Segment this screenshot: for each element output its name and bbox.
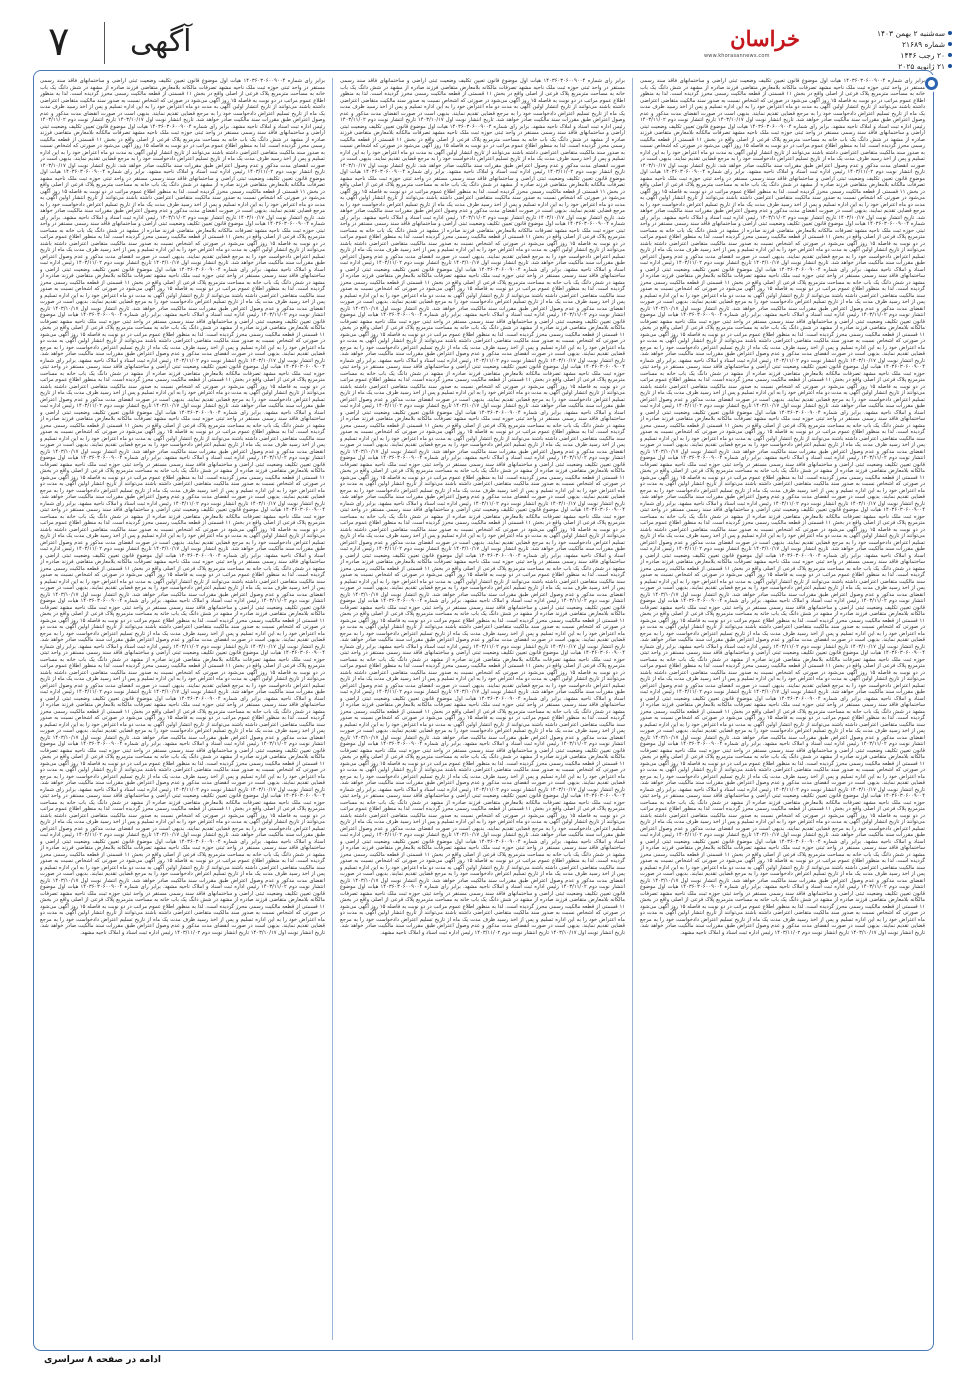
divider bbox=[104, 22, 105, 64]
newspaper-logo[interactable] bbox=[704, 26, 800, 60]
ads-column-left bbox=[40, 78, 325, 1184]
ads-columns bbox=[40, 78, 925, 1340]
section-header bbox=[30, 14, 208, 70]
masthead bbox=[0, 0, 966, 78]
ads-column-middle bbox=[340, 78, 625, 1340]
date-block bbox=[812, 28, 952, 72]
date-line: شماره ۲۱۶۸۹ bbox=[812, 39, 952, 50]
notice-text: برابر رای شماره ۱۴۰۳۶۰۳۰۶۰۰۹۰۰۴ هیات اول موضوع قانون تعیین تکلیف وضعیت ثبتی اراضی و ساختمانهای فاقد سند رسمی مستقر در واحد ثبتی حوزه ثبت ملک ناحیه مشهد تصرفات مالکانه بلامعارض متقاضی فرزند صادره از مشهد در شش دانگ یک باب خانه به مساحت مترمربع پلاک فرعی از اصلی واقع در بخش ۱۱ قسمتی از قطعه مالکیت رسمی محرز گردیده است. لذا به منظور اطلاع عموم مراتب در دو نوبت به فاصله ۱۵ روز آگهی می‌شود در صورتی که اشخاص نسبت به صدور سند مالکیت متقاضی اعتراضی داشته باشند می‌توانند از تاریخ انتشار اولین آگهی به مدت دو ماه اعتراض خود را به این اداره تسلیم و پس از اخذ رسید ظرف مدت یک ماه از تاریخ تسلیم اعتراض دادخواست خود را به مرجع قضایی تقدیم نمایند. بدیهی است در صورت انقضای مدت مذکور و عدم وصول اعتراض طبق مقررات سند مالکیت صادر خواهد شد. تاریخ انتشار نوبت اول ۱۴۰۳/۱۰/۱۷ تاریخ انتشار نوبت دوم ۱۴۰۳/۱۱/۰۲ رئیس اداره ثبت اسناد و املاک ناحیه مشهد. برابر رای شماره ۱۴۰۳۶۰۳۰۶۰۰۹۰۰۴ هیات اول موضوع قانون تعیین تکلیف وضعیت ثبتی اراضی و ساختمانهای فاقد سند رسمی مستقر در واحد ثبتی حوزه ثبت ملک ناحیه مشهد تصرفات مالکانه بلامعارض متقاضی فرزند صادره از مشهد در شش دانگ یک باب خانه به مساحت مترمربع پلاک فرعی از اصلی واقع در بخش ۱۱ قسمتی از قطعه مالکیت رسمی محرز گردیده است. لذا به منظور اطلاع عموم مراتب در دو نوبت به فاصله ۱۵ روز آگهی می‌شود در صورتی که اشخاص نسبت به صدور سند مالکیت متقاضی اعتراضی داشته باشند می‌توانند از تاریخ انتشار اولین آگهی به مدت دو ماه اعتراض خود را به این اداره تسلیم و پس از اخذ رسید ظرف مدت یک ماه از تاریخ تسلیم اعتراض دادخواست خود را به مرجع قضایی تقدیم نمایند. بدیهی است در صورت انقضای مدت مذکور و عدم وصول اعتراض طبق مقررات سند مالکیت صادر خواهد شد. تاریخ انتشار نوبت اول ۱۴۰۳/۱۰/۱۷ تاریخ انتشار نوبت دوم ۱۴۰۳/۱۱/۰۲ رئیس اداره ثبت اسناد و املاک ناحیه مشهد. برابر رای شماره ۱۴۰۳۶۰۳۰۶۰۰۹۰۰۴ هیات اول موضوع قانون تعیین تکلیف وضعیت ثبتی اراضی و ساختمانهای فاقد سند رسمی مستقر در واحد ثبتی حوزه ثبت ملک ناحیه مشهد تصرفات مالکانه بلامعارض متقاضی فرزند صادره از مشهد در شش دانگ یک باب خانه به مساحت مترمربع پلاک فرعی از اصلی واقع در بخش ۱۱ قسمتی از قطعه مالکیت رسمی محرز گردیده است. لذا به منظور اطلاع عموم مراتب در دو نوبت به فاصله ۱۵ روز آگهی می‌شود در صورتی که اشخاص نسبت به صدور سند مالکیت متقاضی اعتراضی داشته باشند می‌توانند از تاریخ انتشار اولین آگهی به مدت دو ماه اعتراض خود را به این اداره تسلیم و پس از اخذ رسید ظرف مدت یک ماه از تاریخ تسلیم اعتراض دادخواست خود را به مرجع قضایی تقدیم نمایند. بدیهی است در صورت انقضای مدت مذکور و عدم وصول اعتراض طبق مقررات سند مالکیت صادر خواهد شد. تاریخ انتشار نوبت اول ۱۴۰۳/۱۰/۱۷ تاریخ انتشار نوبت دوم ۱۴۰۳/۱۱/۰۲ رئیس اداره ثبت اسناد و املاک ناحیه مشهد. برابر رای شماره ۱۴۰۳۶۰۳۰۶۰۰۹۰۰۴ هیات اول موضوع قانون تعیین تکلیف وضعیت ثبتی اراضی و ساختمانهای فاقد سند رسمی مستقر در واحد ثبتی حوزه ثبت ملک ناحیه مشهد تصرفات مالکانه بلامعارض متقاضی فرزند صادره از مشهد در شش دانگ یک باب خانه به مساحت مترمربع پلاک فرعی از اصلی واقع در بخش ۱۱ قسمتی از قطعه مالکیت رسمی محرز گردیده است. لذا به منظور اطلاع عموم مراتب در دو نوبت به فاصله ۱۵ روز آگهی می‌شود در صورتی که اشخاص نسبت به صدور سند مالکیت متقاضی اعتراضی داشته باشند می‌توانند از تاریخ انتشار اولین آگهی به مدت دو ماه اعتراض خود را به این اداره تسلیم و پس از اخذ رسید ظرف مدت یک ماه از تاریخ تسلیم اعتراض دادخواست خود را به مرجع قضایی تقدیم نمایند. بدیهی است در صورت انقضای مدت مذکور و عدم وصول اعتراض طبق مقررات سند مالکیت صادر خواهد شد. تاریخ انتشار نوبت اول ۱۴۰۳/۱۰/۱۷ تاریخ انتشار نوبت دوم ۱۴۰۳/۱۱/۰۲ رئیس اداره ثبت اسناد و املاک ناحیه مشهد. برابر رای شماره ۱۴۰۳۶۰۳۰۶۰۰۹۰۰۴ هیات اول موضوع قانون تعیین تکلیف وضعیت ثبتی اراضی و ساختمانهای فاقد سند رسمی مستقر در واحد ثبتی حوزه ثبت ملک ناحیه مشهد تصرفات مالکانه بلامعارض متقاضی فرزند صادره از مشهد در شش دانگ یک باب خانه به مساحت مترمربع پلاک فرعی از اصلی واقع در بخش ۱۱ قسمتی از قطعه مالکیت رسمی محرز گردیده است. لذا به منظور اطلاع عموم مراتب در دو نوبت به فاصله ۱۵ روز آگهی می‌شود در صورتی که اشخاص نسبت به صدور سند مالکیت متقاضی اعتراضی داشته باشند می‌توانند از تاریخ انتشار اولین آگهی به مدت دو ماه اعتراض خود را به این اداره تسلیم و پس از اخذ رسید ظرف مدت یک ماه از تاریخ تسلیم اعتراض دادخواست خود را به مرجع قضایی تقدیم نمایند. بدیهی است در صورت انقضای مدت مذکور و عدم وصول اعتراض طبق مقررات سند مالکیت صادر خواهد شد. تاریخ انتشار نوبت اول ۱۴۰۳/۱۰/۱۷ تاریخ انتشار نوبت دوم ۱۴۰۳/۱۱/۰۲ رئیس اداره ثبت اسناد و املاک ناحیه مشهد. برابر رای شماره ۱۴۰۳۶۰۳۰۶۰۰۹۰۰۴ هیات اول موضوع قانون تعیین تکلیف وضعیت ثبتی اراضی و ساختمانهای فاقد سند رسمی مستقر در واحد ثبتی حوزه ثبت ملک ناحیه مشهد تصرفات مالکانه بلامعارض متقاضی فرزند صادره از مشهد در شش دانگ یک باب خانه به مساحت مترمربع پلاک فرعی از اصلی واقع در بخش ۱۱ قسمتی از قطعه مالکیت رسمی محرز گردیده است. لذا به منظور اطلاع عموم مراتب در دو نوبت به فاصله ۱۵ روز آگهی می‌شود در صورتی که اشخاص نسبت به صدور سند مالکیت متقاضی اعتراضی داشته باشند می‌توانند از تاریخ انتشار اولین آگهی به مدت دو ماه اعتراض خود را به این اداره تسلیم و پس از اخذ رسید ظرف مدت یک ماه از تاریخ تسلیم اعتراض دادخواست خود را به مرجع قضایی تقدیم نمایند. بدیهی است در صورت انقضای مدت مذکور و عدم وصول اعتراض طبق مقررات سند مالکیت صادر خواهد شد. تاریخ انتشار نوبت اول ۱۴۰۳/۱۰/۱۷ تاریخ انتشار نوبت دوم ۱۴۰۳/۱۱/۰۲ رئیس اداره ثبت اسناد و املاک ناحیه مشهد. برابر رای شماره ۱۴۰۳۶۰۳۰۶۰۰۹۰۰۴ هیات اول موضوع قانون تعیین تکلیف وضعیت ثبتی اراضی و ساختمانهای فاقد سند رسمی مستقر در واحد ثبتی حوزه ثبت ملک ناحیه مشهد تصرفات مالکانه بلامعارض متقاضی فرزند صادره از مشهد در شش دانگ یک باب خانه به مساحت مترمربع پلاک فرعی از اصلی واقع در بخش ۱۱ قسمتی از قطعه مالکیت رسمی محرز گردیده است. لذا به منظور اطلاع عموم مراتب در دو نوبت به فاصله ۱۵ روز آگهی می‌شود در صورتی که اشخاص نسبت به صدور سند مالکیت متقاضی اعتراضی داشته باشند می‌توانند از تاریخ انتشار اولین آگهی به مدت دو ماه اعتراض خود را به این اداره تسلیم و پس از اخذ رسید ظرف مدت یک ماه از تاریخ تسلیم اعتراض دادخواست خود را به مرجع قضایی تقدیم نمایند. بدیهی است در صورت انقضای مدت مذکور و عدم وصول اعتراض طبق مقررات سند مالکیت صادر خواهد شد. تاریخ انتشار نوبت اول ۱۴۰۳/۱۰/۱۷ تاریخ انتشار نوبت دوم ۱۴۰۳/۱۱/۰۲ رئیس اداره ثبت اسناد و املاک ناحیه مشهد. برابر رای شماره ۱۴۰۳۶۰۳۰۶۰۰۹۰۰۴ هیات اول موضوع قانون تعیین تکلیف وضعیت ثبتی اراضی و ساختمانهای فاقد سند رسمی مستقر در واحد ثبتی حوزه ثبت ملک ناحیه مشهد تصرفات مالکانه بلامعارض متقاضی فرزند صادره از مشهد در شش دانگ یک باب خانه به مساحت مترمربع پلاک فرعی از اصلی واقع در بخش ۱۱ قسمتی از قطعه مالکیت رسمی محرز گردیده است. لذا به منظور اطلاع عموم مراتب در دو نوبت به فاصله ۱۵ روز آگهی می‌شود در صورتی که اشخاص نسبت به صدور سند مالکیت متقاضی اعتراضی داشته باشند می‌توانند از تاریخ انتشار اولین آگهی به مدت دو ماه اعتراض خود را به این اداره تسلیم و پس از اخذ رسید ظرف مدت یک ماه از تاریخ تسلیم اعتراض دادخواست خود را به مرجع قضایی تقدیم نمایند. بدیهی است در صورت انقضای مدت مذکور و عدم وصول اعتراض طبق مقررات سند مالکیت صادر خواهد شد. تاریخ انتشار نوبت اول ۱۴۰۳/۱۰/۱۷ تاریخ انتشار نوبت دوم ۱۴۰۳/۱۱/۰۲ رئیس اداره ثبت اسناد و املاک ناحیه مشهد. برابر رای شماره ۱۴۰۳۶۰۳۰۶۰۰۹۰۰۴ هیات اول موضوع قانون تعیین تکلیف وضعیت ثبتی اراضی و ساختمانهای فاقد سند رسمی مستقر در واحد ثبتی حوزه ثبت ملک ناحیه مشهد تصرفات مالکانه بلامعارض متقاضی فرزند صادره از مشهد در شش دانگ یک باب خانه به مساحت مترمربع پلاک فرعی از اصلی واقع در بخش ۱۱ قسمتی از قطعه مالکیت رسمی محرز گردیده است. لذا به منظور اطلاع عموم مراتب در دو نوبت به فاصله ۱۵ روز آگهی می‌شود در صورتی که اشخاص نسبت به صدور سند مالکیت متقاضی اعتراضی داشته باشند می‌توانند از تاریخ انتشار اولین آگهی به مدت دو ماه اعتراض خود را به این اداره تسلیم و پس از اخذ رسید ظرف مدت یک ماه از تاریخ تسلیم اعتراض دادخواست خود را به مرجع قضایی تقدیم نمایند. بدیهی است در صورت انقضای مدت مذکور و عدم وصول اعتراض طبق مقررات سند مالکیت صادر خواهد شد. تاریخ انتشار نوبت اول ۱۴۰۳/۱۰/۱۷ تاریخ انتشار نوبت دوم ۱۴۰۳/۱۱/۰۲ رئیس اداره ثبت اسناد و املاک ناحیه مشهد. برابر رای شماره ۱۴۰۳۶۰۳۰۶۰۰۹۰۰۴ هیات اول موضوع قانون تعیین تکلیف وضعیت ثبتی اراضی و ساختمانهای فاقد سند رسمی مستقر در واحد ثبتی حوزه ثبت ملک ناحیه مشهد تصرفات مالکانه بلامعارض متقاضی فرزند صادره از مشهد در شش دانگ یک باب خانه به مساحت مترمربع پلاک فرعی از اصلی واقع در بخش ۱۱ قسمتی از قطعه مالکیت رسمی محرز گردیده است. لذا به منظور اطلاع عموم مراتب در دو نوبت به فاصله ۱۵ روز آگهی می‌شود در صورتی که اشخاص نسبت به صدور سند مالکیت متقاضی اعتراضی داشته باشند می‌توانند از تاریخ انتشار اولین آگهی به مدت دو ماه اعتراض خود را به این اداره تسلیم و پس از اخذ رسید ظرف مدت یک ماه از تاریخ تسلیم اعتراض دادخواست خود را به مرجع قضایی تقدیم نمایند. بدیهی است در صورت انقضای مدت مذکور و عدم وصول اعتراض طبق مقررات سند مالکیت صادر خواهد شد. تاریخ انتشار نوبت اول ۱۴۰۳/۱۰/۱۷ تاریخ انتشار نوبت دوم ۱۴۰۳/۱۱/۰۲ رئیس اداره ثبت اسناد و املاک ناحیه مشهد. برابر رای شماره ۱۴۰۳۶۰۳۰۶۰۰۹۰۰۴ هیات اول موضوع قانون تعیین تکلیف وضعیت ثبتی اراضی و ساختمانهای فاقد سند رسمی مستقر در واحد ثبتی حوزه ثبت ملک ناحیه مشهد تصرفات مالکانه بلامعارض متقاضی فرزند صادره از مشهد در شش دانگ یک باب خانه به مساحت مترمربع پلاک فرعی از اصلی واقع در بخش ۱۱ قسمتی از قطعه مالکیت رسمی محرز گردیده است. لذا به منظور اطلاع عموم مراتب در دو نوبت به فاصله ۱۵ روز آگهی می‌شود در صورتی که اشخاص نسبت به صدور سند مالکیت متقاضی اعتراضی داشته باشند می‌توانند از تاریخ انتشار اولین آگهی به مدت دو ماه اعتراض خود را به این اداره تسلیم و پس از اخذ رسید ظرف مدت یک ماه از تاریخ تسلیم اعتراض دادخواست خود را به مرجع قضایی تقدیم نمایند. بدیهی است در صورت انقضای مدت مذکور و عدم وصول اعتراض طبق مقررات سند مالکیت صادر خواهد شد. تاریخ انتشار نوبت اول ۱۴۰۳/۱۰/۱۷ تاریخ انتشار نوبت دوم ۱۴۰۳/۱۱/۰۲ رئیس اداره ثبت اسناد و املاک ناحیه مشهد. برابر رای شماره ۱۴۰۳۶۰۳۰۶۰۰۹۰۰۴ هیات اول موضوع قانون تعیین تکلیف وضعیت ثبتی اراضی و ساختمانهای فاقد سند رسمی مستقر در واحد ثبتی حوزه ثبت ملک ناحیه مشهد تصرفات مالکانه بلامعارض متقاضی فرزند صادره از مشهد در شش دانگ یک باب خانه به مساحت مترمربع پلاک فرعی از اصلی واقع در بخش ۱۱ قسمتی از قطعه مالکیت رسمی محرز گردیده است. لذا به منظور اطلاع عموم مراتب در دو نوبت به فاصله ۱۵ روز آگهی می‌شود در صورتی که اشخاص نسبت به صدور سند مالکیت متقاضی اعتراضی داشته باشند می‌توانند از تاریخ انتشار اولین آگهی به مدت دو ماه اعتراض خود را به این اداره تسلیم و پس از اخذ رسید ظرف مدت یک ماه از تاریخ تسلیم اعتراض دادخواست خود را به مرجع قضایی تقدیم نمایند. بدیهی است در صورت انقضای مدت مذکور و عدم وصول اعتراض طبق مقررات سند مالکیت صادر خواهد شد. تاریخ انتشار نوبت اول ۱۴۰۳/۱۰/۱۷ تاریخ انتشار نوبت دوم ۱۴۰۳/۱۱/۰۲ رئیس اداره ثبت اسناد و املاک ناحیه مشهد. برابر رای شماره ۱۴۰۳۶۰۳۰۶۰۰۹۰۰۴ هیات اول موضوع قانون تعیین تکلیف وضعیت ثبتی اراضی و ساختمانهای فاقد سند رسمی مستقر در واحد ثبتی حوزه ثبت ملک ناحیه مشهد تصرفات مالکانه بلامعارض متقاضی فرزند صادره از مشهد در شش دانگ یک باب خانه به مساحت مترمربع پلاک فرعی از اصلی واقع در بخش ۱۱ قسمتی از قطعه مالکیت رسمی محرز گردیده است. لذا به منظور اطلاع عموم مراتب در دو نوبت به فاصله ۱۵ روز آگهی می‌شود در صورتی که اشخاص نسبت به صدور سند مالکیت متقاضی اعتراضی داشته باشند می‌توانند از تاریخ انتشار اولین آگهی به مدت دو ماه اعتراض خود را به این اداره تسلیم و پس از اخذ رسید ظرف مدت یک ماه از تاریخ تسلیم اعتراض دادخواست خود را به مرجع قضایی تقدیم نمایند. بدیهی است در صورت انقضای مدت مذکور و عدم وصول اعتراض طبق مقررات سند مالکیت صادر خواهد شد. تاریخ انتشار نوبت اول ۱۴۰۳/۱۰/۱۷ تاریخ انتشار نوبت دوم ۱۴۰۳/۱۱/۰۲ رئیس اداره ثبت اسناد و املاک ناحیه مشهد. برابر رای شماره ۱۴۰۳۶۰۳۰۶۰۰۹۰۰۴ هیات اول موضوع قانون تعیین تکلیف وضعیت ثبتی اراضی و ساختمانهای فاقد سند رسمی مستقر در واحد ثبتی حوزه ثبت ملک ناحیه مشهد تصرفات مالکانه بلامعارض متقاضی فرزند صادره از مشهد در شش دانگ یک باب خانه به مساحت مترمربع پلاک فرعی از اصلی واقع در بخش ۱۱ قسمتی از قطعه مالکیت رسمی محرز گردیده است. لذا به منظور اطلاع عموم مراتب در دو نوبت به فاصله ۱۵ روز آگهی می‌شود در صورتی که اشخاص نسبت به صدور سند مالکیت متقاضی اعتراضی داشته باشند می‌توانند از تاریخ انتشار اولین آگهی به مدت دو ماه اعتراض خود را به این اداره تسلیم و پس از اخذ رسید ظرف مدت یک ماه از تاریخ تسلیم اعتراض دادخواست خود را به مرجع قضایی تقدیم نمایند. بدیهی است در صورت انقضای مدت مذکور و عدم وصول اعتراض طبق مقررات سند مالکیت صادر خواهد شد. تاریخ انتشار نوبت اول ۱۴۰۳/۱۰/۱۷ تاریخ انتشار نوبت دوم ۱۴۰۳/۱۱/۰۲ رئیس اداره ثبت اسناد و املاک ناحیه مشهد. برابر رای شماره ۱۴۰۳۶۰۳۰۶۰۰۹۰۰۴ هیات اول موضوع قانون تعیین تکلیف وضعیت ثبتی اراضی و ساختمانهای فاقد سند رسمی مستقر در واحد ثبتی حوزه ثبت ملک ناحیه مشهد تصرفات مالکانه بلامعارض متقاضی فرزند صادره از مشهد در شش دانگ یک باب خانه به مساحت مترمربع پلاک فرعی از اصلی واقع در بخش ۱۱ قسمتی از قطعه مالکیت رسمی محرز گردیده است. لذا به منظور اطلاع عموم مراتب در دو نوبت به فاصله ۱۵ روز آگهی می‌شود در صورتی که اشخاص نسبت به صدور سند مالکیت متقاضی اعتراضی داشته باشند می‌توانند از تاریخ انتشار اولین آگهی به مدت دو ماه اعتراض خود را به این اداره تسلیم و پس از اخذ رسید ظرف مدت یک ماه از تاریخ تسلیم اعتراض دادخواست خود را به مرجع قضایی تقدیم نمایند. بدیهی است در صورت انقضای مدت مذکور و عدم وصول اعتراض طبق مقررات سند مالکیت صادر خواهد شد. تاریخ انتشار نوبت اول ۱۴۰۳/۱۰/۱۷ تاریخ انتشار نوبت دوم ۱۴۰۳/۱۱/۰۲ رئیس اداره ثبت اسناد و املاک ناحیه مشهد. برابر رای شماره ۱۴۰۳۶۰۳۰۶۰۰۹۰۰۴ هیات اول موضوع قانون تعیین تکلیف وضعیت ثبتی اراضی و ساختمانهای فاقد سند رسمی مستقر در واحد ثبتی حوزه ثبت ملک ناحیه مشهد تصرفات مالکانه بلامعارض متقاضی فرزند صادره از مشهد در شش دانگ یک باب خانه به مساحت مترمربع پلاک فرعی از اصلی واقع در بخش ۱۱ قسمتی از قطعه مالکیت رسمی محرز گردیده است. لذا به منظور اطلاع عموم مراتب در دو نوبت به فاصله ۱۵ روز آگهی می‌شود در صورتی که اشخاص نسبت به صدور سند مالکیت متقاضی اعتراضی داشته باشند می‌توانند از تاریخ انتشار اولین آگهی به مدت دو ماه اعتراض خود را به این اداره تسلیم و پس از اخذ رسید ظرف مدت یک ماه از تاریخ تسلیم اعتراض دادخواست خود را به مرجع قضایی تقدیم نمایند. بدیهی است در صورت انقضای مدت مذکور و عدم وصول اعتراض طبق مقررات سند مالکیت صادر خواهد شد. تاریخ انتشار نوبت اول ۱۴۰۳/۱۰/۱۷ تاریخ انتشار نوبت دوم ۱۴۰۳/۱۱/۰۲ رئیس اداره ثبت اسناد و املاک ناحیه مشهد. برابر رای شماره ۱۴۰۳۶۰۳۰۶۰۰۹۰۰۴ هیات اول موضوع قانون تعیین تکلیف وضعیت ثبتی اراضی و ساختمانهای فاقد سند رسمی مستقر در واحد ثبتی حوزه ثبت ملک ناحیه مشهد تصرفات مالکانه بلامعارض متقاضی فرزند صادره از مشهد در شش دانگ یک باب خانه به مساحت مترمربع پلاک فرعی از اصلی واقع در بخش ۱۱ قسمتی از قطعه مالکیت رسمی محرز گردیده است. لذا به منظور اطلاع عموم مراتب در دو نوبت به فاصله ۱۵ روز آگهی می‌شود در صورتی که اشخاص نسبت به صدور سند مالکیت متقاضی اعتراضی داشته باشند می‌توانند از تاریخ انتشار اولین آگهی به مدت دو ماه اعتراض خود را به این اداره تسلیم و پس از اخذ رسید ظرف مدت یک ماه از تاریخ تسلیم اعتراض دادخواست خود را به مرجع قضایی تقدیم نمایند. بدیهی است در صورت انقضای مدت مذکور و عدم وصول اعتراض طبق مقررات سند مالکیت صادر خواهد شد. تاریخ انتشار نوبت اول ۱۴۰۳/۱۰/۱۷ تاریخ انتشار نوبت دوم ۱۴۰۳/۱۱/۰۲ رئیس اداره ثبت اسناد و املاک ناحیه مشهد. برابر رای شماره ۱۴۰۳۶۰۳۰۶۰۰۹۰۰۴ هیات اول موضوع قانون تعیین تکلیف وضعیت ثبتی اراضی و ساختمانهای فاقد سند رسمی مستقر در واحد ثبتی حوزه ثبت ملک ناحیه مشهد تصرفات مالکانه بلامعارض متقاضی فرزند صادره از مشهد در شش دانگ یک باب خانه به مساحت مترمربع پلاک فرعی از اصلی واقع در بخش ۱۱ قسمتی از قطعه مالکیت رسمی محرز گردیده است. لذا به منظور اطلاع عموم مراتب در دو نوبت به فاصله ۱۵ روز آگهی می‌شود در صورتی که اشخاص نسبت به صدور سند مالکیت متقاضی اعتراضی داشته باشند می‌توانند از تاریخ انتشار اولین آگهی به مدت دو ماه اعتراض خود را به این اداره تسلیم و پس از اخذ رسید ظرف مدت یک ماه از تاریخ تسلیم اعتراض دادخواست خود را به مرجع قضایی تقدیم نمایند. بدیهی است در صورت انقضای مدت مذکور و عدم وصول اعتراض طبق مقررات سند مالکیت صادر خواهد شد. تاریخ انتشار نوبت اول ۱۴۰۳/۱۰/۱۷ تاریخ انتشار نوبت دوم ۱۴۰۳/۱۱/۰۲ رئیس اداره ثبت اسناد و املاک ناحیه مشهد. bbox=[40, 78, 325, 936]
website-link[interactable]: www.khorasannews.com bbox=[704, 53, 770, 59]
column-divider bbox=[332, 78, 333, 1340]
notice-text: برابر رای شماره ۱۴۰۳۶۰۳۰۶۰۰۹۰۰۴ هیات اول موضوع قانون تعیین تکلیف وضعیت ثبتی اراضی و ساختمانهای فاقد سند رسمی مستقر در واحد ثبتی حوزه ثبت ملک ناحیه مشهد تصرفات مالکانه بلامعارض متقاضی فرزند صادره از مشهد در شش دانگ یک باب خانه به مساحت مترمربع پلاک فرعی از اصلی واقع در بخش ۱۱ قسمتی از قطعه مالکیت رسمی محرز گردیده است. لذا به منظور اطلاع عموم مراتب در دو نوبت به فاصله ۱۵ روز آگهی می‌شود در صورتی که اشخاص نسبت به صدور سند مالکیت متقاضی اعتراضی داشته باشند می‌توانند از تاریخ انتشار اولین آگهی به مدت دو ماه اعتراض خود را به این اداره تسلیم و پس از اخذ رسید ظرف مدت یک ماه از تاریخ تسلیم اعتراض دادخواست خود را به مرجع قضایی تقدیم نمایند. بدیهی است در صورت انقضای مدت مذکور و عدم وصول اعتراض طبق مقررات سند مالکیت صادر خواهد شد. تاریخ انتشار نوبت اول ۱۴۰۳/۱۰/۱۷ تاریخ انتشار نوبت دوم ۱۴۰۳/۱۱/۰۲ رئیس اداره ثبت اسناد و املاک ناحیه مشهد. برابر رای شماره ۱۴۰۳۶۰۳۰۶۰۰۹۰۰۴ هیات اول موضوع قانون تعیین تکلیف وضعیت ثبتی اراضی و ساختمانهای فاقد سند رسمی مستقر در واحد ثبتی حوزه ثبت ملک ناحیه مشهد تصرفات مالکانه بلامعارض متقاضی فرزند صادره از مشهد در شش دانگ یک باب خانه به مساحت مترمربع پلاک فرعی از اصلی واقع در بخش ۱۱ قسمتی از قطعه مالکیت رسمی محرز گردیده است. لذا به منظور اطلاع عموم مراتب در دو نوبت به فاصله ۱۵ روز آگهی می‌شود در صورتی که اشخاص نسبت به صدور سند مالکیت متقاضی اعتراضی داشته باشند می‌توانند از تاریخ انتشار اولین آگهی به مدت دو ماه اعتراض خود را به این اداره تسلیم و پس از اخذ رسید ظرف مدت یک ماه از تاریخ تسلیم اعتراض دادخواست خود را به مرجع قضایی تقدیم نمایند. بدیهی است در صورت انقضای مدت مذکور و عدم وصول اعتراض طبق مقررات سند مالکیت صادر خواهد شد. تاریخ انتشار نوبت اول ۱۴۰۳/۱۰/۱۷ تاریخ انتشار نوبت دوم ۱۴۰۳/۱۱/۰۲ رئیس اداره ثبت اسناد و املاک ناحیه مشهد. برابر رای شماره ۱۴۰۳۶۰۳۰۶۰۰۹۰۰۴ هیات اول موضوع قانون تعیین تکلیف وضعیت ثبتی اراضی و ساختمانهای فاقد سند رسمی مستقر در واحد ثبتی حوزه ثبت ملک ناحیه مشهد تصرفات مالکانه بلامعارض متقاضی فرزند صادره از مشهد در شش دانگ یک باب خانه به مساحت مترمربع پلاک فرعی از اصلی واقع در بخش ۱۱ قسمتی از قطعه مالکیت رسمی محرز گردیده است. لذا به منظور اطلاع عموم مراتب در دو نوبت به فاصله ۱۵ روز آگهی می‌شود در صورتی که اشخاص نسبت به صدور سند مالکیت متقاضی اعتراضی داشته باشند می‌توانند از تاریخ انتشار اولین آگهی به مدت دو ماه اعتراض خود را به این اداره تسلیم و پس از اخذ رسید ظرف مدت یک ماه از تاریخ تسلیم اعتراض دادخواست خود را به مرجع قضایی تقدیم نمایند. بدیهی است در صورت انقضای مدت مذکور و عدم وصول اعتراض طبق مقررات سند مالکیت صادر خواهد شد. تاریخ انتشار نوبت اول ۱۴۰۳/۱۰/۱۷ تاریخ انتشار نوبت دوم ۱۴۰۳/۱۱/۰۲ رئیس اداره ثبت اسناد و املاک ناحیه مشهد. برابر رای شماره ۱۴۰۳۶۰۳۰۶۰۰۹۰۰۴ هیات اول موضوع قانون تعیین تکلیف وضعیت ثبتی اراضی و ساختمانهای فاقد سند رسمی مستقر در واحد ثبتی حوزه ثبت ملک ناحیه مشهد تصرفات مالکانه بلامعارض متقاضی فرزند صادره از مشهد در شش دانگ یک باب خانه به مساحت مترمربع پلاک فرعی از اصلی واقع در بخش ۱۱ قسمتی از قطعه مالکیت رسمی محرز گردیده است. لذا به منظور اطلاع عموم مراتب در دو نوبت به فاصله ۱۵ روز آگهی می‌شود در صورتی که اشخاص نسبت به صدور سند مالکیت متقاضی اعتراضی داشته باشند می‌توانند از تاریخ انتشار اولین آگهی به مدت دو ماه اعتراض خود را به این اداره تسلیم و پس از اخذ رسید ظرف مدت یک ماه از تاریخ تسلیم اعتراض دادخواست خود را به مرجع قضایی تقدیم نمایند. بدیهی است در صورت انقضای مدت مذکور و عدم وصول اعتراض طبق مقررات سند مالکیت صادر خواهد شد. تاریخ انتشار نوبت اول ۱۴۰۳/۱۰/۱۷ تاریخ انتشار نوبت دوم ۱۴۰۳/۱۱/۰۲ رئیس اداره ثبت اسناد و املاک ناحیه مشهد. برابر رای شماره ۱۴۰۳۶۰۳۰۶۰۰۹۰۰۴ هیات اول موضوع قانون تعیین تکلیف وضعیت ثبتی اراضی و ساختمانهای فاقد سند رسمی مستقر در واحد ثبتی حوزه ثبت ملک ناحیه مشهد تصرفات مالکانه بلامعارض متقاضی فرزند صادره از مشهد در شش دانگ یک باب خانه به مساحت مترمربع پلاک فرعی از اصلی واقع در بخش ۱۱ قسمتی از قطعه مالکیت رسمی محرز گردیده است. لذا به منظور اطلاع عموم مراتب در دو نوبت به فاصله ۱۵ روز آگهی می‌شود در صورتی که اشخاص نسبت به صدور سند مالکیت متقاضی اعتراضی داشته باشند می‌توانند از تاریخ انتشار اولین آگهی به مدت دو ماه اعتراض خود را به این اداره تسلیم و پس از اخذ رسید ظرف مدت یک ماه از تاریخ تسلیم اعتراض دادخواست خود را به مرجع قضایی تقدیم نمایند. بدیهی است در صورت انقضای مدت مذکور و عدم وصول اعتراض طبق مقررات سند مالکیت صادر خواهد شد. تاریخ انتشار نوبت اول ۱۴۰۳/۱۰/۱۷ تاریخ انتشار نوبت دوم ۱۴۰۳/۱۱/۰۲ رئیس اداره ثبت اسناد و املاک ناحیه مشهد. برابر رای شماره ۱۴۰۳۶۰۳۰۶۰۰۹۰۰۴ هیات اول موضوع قانون تعیین تکلیف وضعیت ثبتی اراضی و ساختمانهای فاقد سند رسمی مستقر در واحد ثبتی حوزه ثبت ملک ناحیه مشهد تصرفات مالکانه بلامعارض متقاضی فرزند صادره از مشهد در شش دانگ یک باب خانه به مساحت مترمربع پلاک فرعی از اصلی واقع در بخش ۱۱ قسمتی از قطعه مالکیت رسمی محرز گردیده است. لذا به منظور اطلاع عموم مراتب در دو نوبت به فاصله ۱۵ روز آگهی می‌شود در صورتی که اشخاص نسبت به صدور سند مالکیت متقاضی اعتراضی داشته باشند می‌توانند از تاریخ انتشار اولین آگهی به مدت دو ماه اعتراض خود را به این اداره تسلیم و پس از اخذ رسید ظرف مدت یک ماه از تاریخ تسلیم اعتراض دادخواست خود را به مرجع قضایی تقدیم نمایند. بدیهی است در صورت انقضای مدت مذکور و عدم وصول اعتراض طبق مقررات سند مالکیت صادر خواهد شد. تاریخ انتشار نوبت اول ۱۴۰۳/۱۰/۱۷ تاریخ انتشار نوبت دوم ۱۴۰۳/۱۱/۰۲ رئیس اداره ثبت اسناد و املاک ناحیه مشهد. برابر رای شماره ۱۴۰۳۶۰۳۰۶۰۰۹۰۰۴ هیات اول موضوع قانون تعیین تکلیف وضعیت ثبتی اراضی و ساختمانهای فاقد سند رسمی مستقر در واحد ثبتی حوزه ثبت ملک ناحیه مشهد تصرفات مالکانه بلامعارض متقاضی فرزند صادره از مشهد در شش دانگ یک باب خانه به مساحت مترمربع پلاک فرعی از اصلی واقع در بخش ۱۱ قسمتی از قطعه مالکیت رسمی محرز گردیده است. لذا به منظور اطلاع عموم مراتب در دو نوبت به فاصله ۱۵ روز آگهی می‌شود در صورتی که اشخاص نسبت به صدور سند مالکیت متقاضی اعتراضی داشته باشند می‌توانند از تاریخ انتشار اولین آگهی به مدت دو ماه اعتراض خود را به این اداره تسلیم و پس از اخذ رسید ظرف مدت یک ماه از تاریخ تسلیم اعتراض دادخواست خود را به مرجع قضایی تقدیم نمایند. بدیهی است در صورت انقضای مدت مذکور و عدم وصول اعتراض طبق مقررات سند مالکیت صادر خواهد شد. تاریخ انتشار نوبت اول ۱۴۰۳/۱۰/۱۷ تاریخ انتشار نوبت دوم ۱۴۰۳/۱۱/۰۲ رئیس اداره ثبت اسناد و املاک ناحیه مشهد. برابر رای شماره ۱۴۰۳۶۰۳۰۶۰۰۹۰۰۴ هیات اول موضوع قانون تعیین تکلیف وضعیت ثبتی اراضی و ساختمانهای فاقد سند رسمی مستقر در واحد ثبتی حوزه ثبت ملک ناحیه مشهد تصرفات مالکانه بلامعارض متقاضی فرزند صادره از مشهد در شش دانگ یک باب خانه به مساحت مترمربع پلاک فرعی از اصلی واقع در بخش ۱۱ قسمتی از قطعه مالکیت رسمی محرز گردیده است. لذا به منظور اطلاع عموم مراتب در دو نوبت به فاصله ۱۵ روز آگهی می‌شود در صورتی که اشخاص نسبت به صدور سند مالکیت متقاضی اعتراضی داشته باشند می‌توانند از تاریخ انتشار اولین آگهی به مدت دو ماه اعتراض خود را به این اداره تسلیم و پس از اخذ رسید ظرف مدت یک ماه از تاریخ تسلیم اعتراض دادخواست خود را به مرجع قضایی تقدیم نمایند. بدیهی است در صورت انقضای مدت مذکور و عدم وصول اعتراض طبق مقررات سند مالکیت صادر خواهد شد. تاریخ انتشار نوبت اول ۱۴۰۳/۱۰/۱۷ تاریخ انتشار نوبت دوم ۱۴۰۳/۱۱/۰۲ رئیس اداره ثبت اسناد و املاک ناحیه مشهد. برابر رای شماره ۱۴۰۳۶۰۳۰۶۰۰۹۰۰۴ هیات اول موضوع قانون تعیین تکلیف وضعیت ثبتی اراضی و ساختمانهای فاقد سند رسمی مستقر در واحد ثبتی حوزه ثبت ملک ناحیه مشهد تصرفات مالکانه بلامعارض متقاضی فرزند صادره از مشهد در شش دانگ یک باب خانه به مساحت مترمربع پلاک فرعی از اصلی واقع در بخش ۱۱ قسمتی از قطعه مالکیت رسمی محرز گردیده است. لذا به منظور اطلاع عموم مراتب در دو نوبت به فاصله ۱۵ روز آگهی می‌شود در صورتی که اشخاص نسبت به صدور سند مالکیت متقاضی اعتراضی داشته باشند می‌توانند از تاریخ انتشار اولین آگهی به مدت دو ماه اعتراض خود را به این اداره تسلیم و پس از اخذ رسید ظرف مدت یک ماه از تاریخ تسلیم اعتراض دادخواست خود را به مرجع قضایی تقدیم نمایند. بدیهی است در صورت انقضای مدت مذکور و عدم وصول اعتراض طبق مقررات سند مالکیت صادر خواهد شد. تاریخ انتشار نوبت اول ۱۴۰۳/۱۰/۱۷ تاریخ انتشار نوبت دوم ۱۴۰۳/۱۱/۰۲ رئیس اداره ثبت اسناد و املاک ناحیه مشهد. برابر رای شماره ۱۴۰۳۶۰۳۰۶۰۰۹۰۰۴ هیات اول موضوع قانون تعیین تکلیف وضعیت ثبتی اراضی و ساختمانهای فاقد سند رسمی مستقر در واحد ثبتی حوزه ثبت ملک ناحیه مشهد تصرفات مالکانه بلامعارض متقاضی فرزند صادره از مشهد در شش دانگ یک باب خانه به مساحت مترمربع پلاک فرعی از اصلی واقع در بخش ۱۱ قسمتی از قطعه مالکیت رسمی محرز گردیده است. لذا به منظور اطلاع عموم مراتب در دو نوبت به فاصله ۱۵ روز آگهی می‌شود در صورتی که اشخاص نسبت به صدور سند مالکیت متقاضی اعتراضی داشته باشند می‌توانند از تاریخ انتشار اولین آگهی به مدت دو ماه اعتراض خود را به این اداره تسلیم و پس از اخذ رسید ظرف مدت یک ماه از تاریخ تسلیم اعتراض دادخواست خود را به مرجع قضایی تقدیم نمایند. بدیهی است در صورت انقضای مدت مذکور و عدم وصول اعتراض طبق مقررات سند مالکیت صادر خواهد شد. تاریخ انتشار نوبت اول ۱۴۰۳/۱۰/۱۷ تاریخ انتشار نوبت دوم ۱۴۰۳/۱۱/۰۲ رئیس اداره ثبت اسناد و املاک ناحیه مشهد. برابر رای شماره ۱۴۰۳۶۰۳۰۶۰۰۹۰۰۴ هیات اول موضوع قانون تعیین تکلیف وضعیت ثبتی اراضی و ساختمانهای فاقد سند رسمی مستقر در واحد ثبتی حوزه ثبت ملک ناحیه مشهد تصرفات مالکانه بلامعارض متقاضی فرزند صادره از مشهد در شش دانگ یک باب خانه به مساحت مترمربع پلاک فرعی از اصلی واقع در بخش ۱۱ قسمتی از قطعه مالکیت رسمی محرز گردیده است. لذا به منظور اطلاع عموم مراتب در دو نوبت به فاصله ۱۵ روز آگهی می‌شود در صورتی که اشخاص نسبت به صدور سند مالکیت متقاضی اعتراضی داشته باشند می‌توانند از تاریخ انتشار اولین آگهی به مدت دو ماه اعتراض خود را به این اداره تسلیم و پس از اخذ رسید ظرف مدت یک ماه از تاریخ تسلیم اعتراض دادخواست خود را به مرجع قضایی تقدیم نمایند. بدیهی است در صورت انقضای مدت مذکور و عدم وصول اعتراض طبق مقررات سند مالکیت صادر خواهد شد. تاریخ انتشار نوبت اول ۱۴۰۳/۱۰/۱۷ تاریخ انتشار نوبت دوم ۱۴۰۳/۱۱/۰۲ رئیس اداره ثبت اسناد و املاک ناحیه مشهد. برابر رای شماره ۱۴۰۳۶۰۳۰۶۰۰۹۰۰۴ هیات اول موضوع قانون تعیین تکلیف وضعیت ثبتی اراضی و ساختمانهای فاقد سند رسمی مستقر در واحد ثبتی حوزه ثبت ملک ناحیه مشهد تصرفات مالکانه بلامعارض متقاضی فرزند صادره از مشهد در شش دانگ یک باب خانه به مساحت مترمربع پلاک فرعی از اصلی واقع در بخش ۱۱ قسمتی از قطعه مالکیت رسمی محرز گردیده است. لذا به منظور اطلاع عموم مراتب در دو نوبت به فاصله ۱۵ روز آگهی می‌شود در صورتی که اشخاص نسبت به صدور سند مالکیت متقاضی اعتراضی داشته باشند می‌توانند از تاریخ انتشار اولین آگهی به مدت دو ماه اعتراض خود را به این اداره تسلیم و پس از اخذ رسید ظرف مدت یک ماه از تاریخ تسلیم اعتراض دادخواست خود را به مرجع قضایی تقدیم نمایند. بدیهی است در صورت انقضای مدت مذکور و عدم وصول اعتراض طبق مقررات سند مالکیت صادر خواهد شد. تاریخ انتشار نوبت اول ۱۴۰۳/۱۰/۱۷ تاریخ انتشار نوبت دوم ۱۴۰۳/۱۱/۰۲ رئیس اداره ثبت اسناد و املاک ناحیه مشهد. برابر رای شماره ۱۴۰۳۶۰۳۰۶۰۰۹۰۰۴ هیات اول موضوع قانون تعیین تکلیف وضعیت ثبتی اراضی و ساختمانهای فاقد سند رسمی مستقر در واحد ثبتی حوزه ثبت ملک ناحیه مشهد تصرفات مالکانه بلامعارض متقاضی فرزند صادره از مشهد در شش دانگ یک باب خانه به مساحت مترمربع پلاک فرعی از اصلی واقع در بخش ۱۱ قسمتی از قطعه مالکیت رسمی محرز گردیده است. لذا به منظور اطلاع عموم مراتب در دو نوبت به فاصله ۱۵ روز آگهی می‌شود در صورتی که اشخاص نسبت به صدور سند مالکیت متقاضی اعتراضی داشته باشند می‌توانند از تاریخ انتشار اولین آگهی به مدت دو ماه اعتراض خود را به این اداره تسلیم و پس از اخذ رسید ظرف مدت یک ماه از تاریخ تسلیم اعتراض دادخواست خود را به مرجع قضایی تقدیم نمایند. بدیهی است در صورت انقضای مدت مذکور و عدم وصول اعتراض طبق مقررات سند مالکیت صادر خواهد شد. تاریخ انتشار نوبت اول ۱۴۰۳/۱۰/۱۷ تاریخ انتشار نوبت دوم ۱۴۰۳/۱۱/۰۲ رئیس اداره ثبت اسناد و املاک ناحیه مشهد. برابر رای شماره ۱۴۰۳۶۰۳۰۶۰۰۹۰۰۴ هیات اول موضوع قانون تعیین تکلیف وضعیت ثبتی اراضی و ساختمانهای فاقد سند رسمی مستقر در واحد ثبتی حوزه ثبت ملک ناحیه مشهد تصرفات مالکانه بلامعارض متقاضی فرزند صادره از مشهد در شش دانگ یک باب خانه به مساحت مترمربع پلاک فرعی از اصلی واقع در بخش ۱۱ قسمتی از قطعه مالکیت رسمی محرز گردیده است. لذا به منظور اطلاع عموم مراتب در دو نوبت به فاصله ۱۵ روز آگهی می‌شود در صورتی که اشخاص نسبت به صدور سند مالکیت متقاضی اعتراضی داشته باشند می‌توانند از تاریخ انتشار اولین آگهی به مدت دو ماه اعتراض خود را به این اداره تسلیم و پس از اخذ رسید ظرف مدت یک ماه از تاریخ تسلیم اعتراض دادخواست خود را به مرجع قضایی تقدیم نمایند. بدیهی است در صورت انقضای مدت مذکور و عدم وصول اعتراض طبق مقررات سند مالکیت صادر خواهد شد. تاریخ انتشار نوبت اول ۱۴۰۳/۱۰/۱۷ تاریخ انتشار نوبت دوم ۱۴۰۳/۱۱/۰۲ رئیس اداره ثبت اسناد و املاک ناحیه مشهد. برابر رای شماره ۱۴۰۳۶۰۳۰۶۰۰۹۰۰۴ هیات اول موضوع قانون تعیین تکلیف وضعیت ثبتی اراضی و ساختمانهای فاقد سند رسمی مستقر در واحد ثبتی حوزه ثبت ملک ناحیه مشهد تصرفات مالکانه بلامعارض متقاضی فرزند صادره از مشهد در شش دانگ یک باب خانه به مساحت مترمربع پلاک فرعی از اصلی واقع در بخش ۱۱ قسمتی از قطعه مالکیت رسمی محرز گردیده است. لذا به منظور اطلاع عموم مراتب در دو نوبت به فاصله ۱۵ روز آگهی می‌شود در صورتی که اشخاص نسبت به صدور سند مالکیت متقاضی اعتراضی داشته باشند می‌توانند از تاریخ انتشار اولین آگهی به مدت دو ماه اعتراض خود را به این اداره تسلیم و پس از اخذ رسید ظرف مدت یک ماه از تاریخ تسلیم اعتراض دادخواست خود را به مرجع قضایی تقدیم نمایند. بدیهی است در صورت انقضای مدت مذکور و عدم وصول اعتراض طبق مقررات سند مالکیت صادر خواهد شد. تاریخ انتشار نوبت اول ۱۴۰۳/۱۰/۱۷ تاریخ انتشار نوبت دوم ۱۴۰۳/۱۱/۰۲ رئیس اداره ثبت اسناد و املاک ناحیه مشهد. برابر رای شماره ۱۴۰۳۶۰۳۰۶۰۰۹۰۰۴ هیات اول موضوع قانون تعیین تکلیف وضعیت ثبتی اراضی و ساختمانهای فاقد سند رسمی مستقر در واحد ثبتی حوزه ثبت ملک ناحیه مشهد تصرفات مالکانه بلامعارض متقاضی فرزند صادره از مشهد در شش دانگ یک باب خانه به مساحت مترمربع پلاک فرعی از اصلی واقع در بخش ۱۱ قسمتی از قطعه مالکیت رسمی محرز گردیده است. لذا به منظور اطلاع عموم مراتب در دو نوبت به فاصله ۱۵ روز آگهی می‌شود در صورتی که اشخاص نسبت به صدور سند مالکیت متقاضی اعتراضی داشته باشند می‌توانند از تاریخ انتشار اولین آگهی به مدت دو ماه اعتراض خود را به این اداره تسلیم و پس از اخذ رسید ظرف مدت یک ماه از تاریخ تسلیم اعتراض دادخواست خود را به مرجع قضایی تقدیم نمایند. بدیهی است در صورت انقضای مدت مذکور و عدم وصول اعتراض طبق مقررات سند مالکیت صادر خواهد شد. تاریخ انتشار نوبت اول ۱۴۰۳/۱۰/۱۷ تاریخ انتشار نوبت دوم ۱۴۰۳/۱۱/۰۲ رئیس اداره ثبت اسناد و املاک ناحیه مشهد. برابر رای شماره ۱۴۰۳۶۰۳۰۶۰۰۹۰۰۴ هیات اول موضوع قانون تعیین تکلیف وضعیت ثبتی اراضی و ساختمانهای فاقد سند رسمی مستقر در واحد ثبتی حوزه ثبت ملک ناحیه مشهد تصرفات مالکانه بلامعارض متقاضی فرزند صادره از مشهد در شش دانگ یک باب خانه به مساحت مترمربع پلاک فرعی از اصلی واقع در بخش ۱۱ قسمتی از قطعه مالکیت رسمی محرز گردیده است. لذا به منظور اطلاع عموم مراتب در دو نوبت به فاصله ۱۵ روز آگهی می‌شود در صورتی که اشخاص نسبت به صدور سند مالکیت متقاضی اعتراضی داشته باشند می‌توانند از تاریخ انتشار اولین آگهی به مدت دو ماه اعتراض خود را به این اداره تسلیم و پس از اخذ رسید ظرف مدت یک ماه از تاریخ تسلیم اعتراض دادخواست خود را به مرجع قضایی تقدیم نمایند. بدیهی است در صورت انقضای مدت مذکور و عدم وصول اعتراض طبق مقررات سند مالکیت صادر خواهد شد. تاریخ انتشار نوبت اول ۱۴۰۳/۱۰/۱۷ تاریخ انتشار نوبت دوم ۱۴۰۳/۱۱/۰۲ رئیس اداره ثبت اسناد و املاک ناحیه مشهد. برابر رای شماره ۱۴۰۳۶۰۳۰۶۰۰۹۰۰۴ هیات اول موضوع قانون تعیین تکلیف وضعیت ثبتی اراضی و ساختمانهای فاقد سند رسمی مستقر در واحد ثبتی حوزه ثبت ملک ناحیه مشهد تصرفات مالکانه بلامعارض متقاضی فرزند صادره از مشهد در شش دانگ یک باب خانه به مساحت مترمربع پلاک فرعی از اصلی واقع در بخش ۱۱ قسمتی از قطعه مالکیت رسمی محرز گردیده است. لذا به منظور اطلاع عموم مراتب در دو نوبت به فاصله ۱۵ روز آگهی می‌شود در صورتی که اشخاص نسبت به صدور سند مالکیت متقاضی اعتراضی داشته باشند می‌توانند از تاریخ انتشار اولین آگهی به مدت دو ماه اعتراض خود را به این اداره تسلیم و پس از اخذ رسید ظرف مدت یک ماه از تاریخ تسلیم اعتراض دادخواست خود را به مرجع قضایی تقدیم نمایند. بدیهی است در صورت انقضای مدت مذکور و عدم وصول اعتراض طبق مقررات سند مالکیت صادر خواهد شد. تاریخ انتشار نوبت اول ۱۴۰۳/۱۰/۱۷ تاریخ انتشار نوبت دوم ۱۴۰۳/۱۱/۰۲ رئیس اداره ثبت اسناد و املاک ناحیه مشهد. bbox=[340, 78, 625, 936]
corner-ornament-icon bbox=[923, 75, 940, 92]
ads-column-right bbox=[640, 78, 925, 1340]
date-line: سه‌شنبه ۲ بهمن ۱۴۰۳ bbox=[812, 28, 952, 39]
date-line: ۲۱ ژانویه ۲۰۲۵ bbox=[812, 61, 952, 72]
logo-text: خراسان bbox=[730, 26, 800, 51]
bullet-icon bbox=[948, 42, 952, 46]
continuation-note: ادامه در صفحه ۸ سراسری bbox=[44, 1355, 162, 1365]
bullet-icon bbox=[948, 31, 952, 35]
date-line: ۲۰ رجب ۱۴۴۶ bbox=[812, 50, 952, 61]
bullet-icon bbox=[948, 53, 952, 57]
section-title: آگهی bbox=[130, 24, 192, 59]
page-number: ۷ bbox=[48, 19, 70, 65]
notice-text: برابر رای شماره ۱۴۰۳۶۰۳۰۶۰۰۹۰۰۴ هیات اول موضوع قانون تعیین تکلیف وضعیت ثبتی اراضی و ساختمانهای فاقد سند رسمی مستقر در واحد ثبتی حوزه ثبت ملک ناحیه مشهد تصرفات مالکانه بلامعارض متقاضی فرزند صادره از مشهد در شش دانگ یک باب خانه به مساحت مترمربع پلاک فرعی از اصلی واقع در بخش ۱۱ قسمتی از قطعه مالکیت رسمی محرز گردیده است. لذا به منظور اطلاع عموم مراتب در دو نوبت به فاصله ۱۵ روز آگهی می‌شود در صورتی که اشخاص نسبت به صدور سند مالکیت متقاضی اعتراضی داشته باشند می‌توانند از تاریخ انتشار اولین آگهی به مدت دو ماه اعتراض خود را به این اداره تسلیم و پس از اخذ رسید ظرف مدت یک ماه از تاریخ تسلیم اعتراض دادخواست خود را به مرجع قضایی تقدیم نمایند. بدیهی است در صورت انقضای مدت مذکور و عدم وصول اعتراض طبق مقررات سند مالکیت صادر خواهد شد. تاریخ انتشار نوبت اول ۱۴۰۳/۱۰/۱۷ تاریخ انتشار نوبت دوم ۱۴۰۳/۱۱/۰۲ رئیس اداره ثبت اسناد و املاک ناحیه مشهد. برابر رای شماره ۱۴۰۳۶۰۳۰۶۰۰۹۰۰۴ هیات اول موضوع قانون تعیین تکلیف وضعیت ثبتی اراضی و ساختمانهای فاقد سند رسمی مستقر در واحد ثبتی حوزه ثبت ملک ناحیه مشهد تصرفات مالکانه بلامعارض متقاضی فرزند صادره از مشهد در شش دانگ یک باب خانه به مساحت مترمربع پلاک فرعی از اصلی واقع در بخش ۱۱ قسمتی از قطعه مالکیت رسمی محرز گردیده است. لذا به منظور اطلاع عموم مراتب در دو نوبت به فاصله ۱۵ روز آگهی می‌شود در صورتی که اشخاص نسبت به صدور سند مالکیت متقاضی اعتراضی داشته باشند می‌توانند از تاریخ انتشار اولین آگهی به مدت دو ماه اعتراض خود را به این اداره تسلیم و پس از اخذ رسید ظرف مدت یک ماه از تاریخ تسلیم اعتراض دادخواست خود را به مرجع قضایی تقدیم نمایند. بدیهی است در صورت انقضای مدت مذکور و عدم وصول اعتراض طبق مقررات سند مالکیت صادر خواهد شد. تاریخ انتشار نوبت اول ۱۴۰۳/۱۰/۱۷ تاریخ انتشار نوبت دوم ۱۴۰۳/۱۱/۰۲ رئیس اداره ثبت اسناد و املاک ناحیه مشهد. برابر رای شماره ۱۴۰۳۶۰۳۰۶۰۰۹۰۰۴ هیات اول موضوع قانون تعیین تکلیف وضعیت ثبتی اراضی و ساختمانهای فاقد سند رسمی مستقر در واحد ثبتی حوزه ثبت ملک ناحیه مشهد تصرفات مالکانه بلامعارض متقاضی فرزند صادره از مشهد در شش دانگ یک باب خانه به مساحت مترمربع پلاک فرعی از اصلی واقع در بخش ۱۱ قسمتی از قطعه مالکیت رسمی محرز گردیده است. لذا به منظور اطلاع عموم مراتب در دو نوبت به فاصله ۱۵ روز آگهی می‌شود در صورتی که اشخاص نسبت به صدور سند مالکیت متقاضی اعتراضی داشته باشند می‌توانند از تاریخ انتشار اولین آگهی به مدت دو ماه اعتراض خود را به این اداره تسلیم و پس از اخذ رسید ظرف مدت یک ماه از تاریخ تسلیم اعتراض دادخواست خود را به مرجع قضایی تقدیم نمایند. بدیهی است در صورت انقضای مدت مذکور و عدم وصول اعتراض طبق مقررات سند مالکیت صادر خواهد شد. تاریخ انتشار نوبت اول ۱۴۰۳/۱۰/۱۷ تاریخ انتشار نوبت دوم ۱۴۰۳/۱۱/۰۲ رئیس اداره ثبت اسناد و املاک ناحیه مشهد. برابر رای شماره ۱۴۰۳۶۰۳۰۶۰۰۹۰۰۴ هیات اول موضوع قانون تعیین تکلیف وضعیت ثبتی اراضی و ساختمانهای فاقد سند رسمی مستقر در واحد ثبتی حوزه ثبت ملک ناحیه مشهد تصرفات مالکانه بلامعارض متقاضی فرزند صادره از مشهد در شش دانگ یک باب خانه به مساحت مترمربع پلاک فرعی از اصلی واقع در بخش ۱۱ قسمتی از قطعه مالکیت رسمی محرز گردیده است. لذا به منظور اطلاع عموم مراتب در دو نوبت به فاصله ۱۵ روز آگهی می‌شود در صورتی که اشخاص نسبت به صدور سند مالکیت متقاضی اعتراضی داشته باشند می‌توانند از تاریخ انتشار اولین آگهی به مدت دو ماه اعتراض خود را به این اداره تسلیم و پس از اخذ رسید ظرف مدت یک ماه از تاریخ تسلیم اعتراض دادخواست خود را به مرجع قضایی تقدیم نمایند. بدیهی است در صورت انقضای مدت مذکور و عدم وصول اعتراض طبق مقررات سند مالکیت صادر خواهد شد. تاریخ انتشار نوبت اول ۱۴۰۳/۱۰/۱۷ تاریخ انتشار نوبت دوم ۱۴۰۳/۱۱/۰۲ رئیس اداره ثبت اسناد و املاک ناحیه مشهد. برابر رای شماره ۱۴۰۳۶۰۳۰۶۰۰۹۰۰۴ هیات اول موضوع قانون تعیین تکلیف وضعیت ثبتی اراضی و ساختمانهای فاقد سند رسمی مستقر در واحد ثبتی حوزه ثبت ملک ناحیه مشهد تصرفات مالکانه بلامعارض متقاضی فرزند صادره از مشهد در شش دانگ یک باب خانه به مساحت مترمربع پلاک فرعی از اصلی واقع در بخش ۱۱ قسمتی از قطعه مالکیت رسمی محرز گردیده است. لذا به منظور اطلاع عموم مراتب در دو نوبت به فاصله ۱۵ روز آگهی می‌شود در صورتی که اشخاص نسبت به صدور سند مالکیت متقاضی اعتراضی داشته باشند می‌توانند از تاریخ انتشار اولین آگهی به مدت دو ماه اعتراض خود را به این اداره تسلیم و پس از اخذ رسید ظرف مدت یک ماه از تاریخ تسلیم اعتراض دادخواست خود را به مرجع قضایی تقدیم نمایند. بدیهی است در صورت انقضای مدت مذکور و عدم وصول اعتراض طبق مقررات سند مالکیت صادر خواهد شد. تاریخ انتشار نوبت اول ۱۴۰۳/۱۰/۱۷ تاریخ انتشار نوبت دوم ۱۴۰۳/۱۱/۰۲ رئیس اداره ثبت اسناد و املاک ناحیه مشهد. برابر رای شماره ۱۴۰۳۶۰۳۰۶۰۰۹۰۰۴ هیات اول موضوع قانون تعیین تکلیف وضعیت ثبتی اراضی و ساختمانهای فاقد سند رسمی مستقر در واحد ثبتی حوزه ثبت ملک ناحیه مشهد تصرفات مالکانه بلامعارض متقاضی فرزند صادره از مشهد در شش دانگ یک باب خانه به مساحت مترمربع پلاک فرعی از اصلی واقع در بخش ۱۱ قسمتی از قطعه مالکیت رسمی محرز گردیده است. لذا به منظور اطلاع عموم مراتب در دو نوبت به فاصله ۱۵ روز آگهی می‌شود در صورتی که اشخاص نسبت به صدور سند مالکیت متقاضی اعتراضی داشته باشند می‌توانند از تاریخ انتشار اولین آگهی به مدت دو ماه اعتراض خود را به این اداره تسلیم و پس از اخذ رسید ظرف مدت یک ماه از تاریخ تسلیم اعتراض دادخواست خود را به مرجع قضایی تقدیم نمایند. بدیهی است در صورت انقضای مدت مذکور و عدم وصول اعتراض طبق مقررات سند مالکیت صادر خواهد شد. تاریخ انتشار نوبت اول ۱۴۰۳/۱۰/۱۷ تاریخ انتشار نوبت دوم ۱۴۰۳/۱۱/۰۲ رئیس اداره ثبت اسناد و املاک ناحیه مشهد. برابر رای شماره ۱۴۰۳۶۰۳۰۶۰۰۹۰۰۴ هیات اول موضوع قانون تعیین تکلیف وضعیت ثبتی اراضی و ساختمانهای فاقد سند رسمی مستقر در واحد ثبتی حوزه ثبت ملک ناحیه مشهد تصرفات مالکانه بلامعارض متقاضی فرزند صادره از مشهد در شش دانگ یک باب خانه به مساحت مترمربع پلاک فرعی از اصلی واقع در بخش ۱۱ قسمتی از قطعه مالکیت رسمی محرز گردیده است. لذا به منظور اطلاع عموم مراتب در دو نوبت به فاصله ۱۵ روز آگهی می‌شود در صورتی که اشخاص نسبت به صدور سند مالکیت متقاضی اعتراضی داشته باشند می‌توانند از تاریخ انتشار اولین آگهی به مدت دو ماه اعتراض خود را به این اداره تسلیم و پس از اخذ رسید ظرف مدت یک ماه از تاریخ تسلیم اعتراض دادخواست خود را به مرجع قضایی تقدیم نمایند. بدیهی است در صورت انقضای مدت مذکور و عدم وصول اعتراض طبق مقررات سند مالکیت صادر خواهد شد. تاریخ انتشار نوبت اول ۱۴۰۳/۱۰/۱۷ تاریخ انتشار نوبت دوم ۱۴۰۳/۱۱/۰۲ رئیس اداره ثبت اسناد و املاک ناحیه مشهد. برابر رای شماره ۱۴۰۳۶۰۳۰۶۰۰۹۰۰۴ هیات اول موضوع قانون تعیین تکلیف وضعیت ثبتی اراضی و ساختمانهای فاقد سند رسمی مستقر در واحد ثبتی حوزه ثبت ملک ناحیه مشهد تصرفات مالکانه بلامعارض متقاضی فرزند صادره از مشهد در شش دانگ یک باب خانه به مساحت مترمربع پلاک فرعی از اصلی واقع در بخش ۱۱ قسمتی از قطعه مالکیت رسمی محرز گردیده است. لذا به منظور اطلاع عموم مراتب در دو نوبت به فاصله ۱۵ روز آگهی می‌شود در صورتی که اشخاص نسبت به صدور سند مالکیت متقاضی اعتراضی داشته باشند می‌توانند از تاریخ انتشار اولین آگهی به مدت دو ماه اعتراض خود را به این اداره تسلیم و پس از اخذ رسید ظرف مدت یک ماه از تاریخ تسلیم اعتراض دادخواست خود را به مرجع قضایی تقدیم نمایند. بدیهی است در صورت انقضای مدت مذکور و عدم وصول اعتراض طبق مقررات سند مالکیت صادر خواهد شد. تاریخ انتشار نوبت اول ۱۴۰۳/۱۰/۱۷ تاریخ انتشار نوبت دوم ۱۴۰۳/۱۱/۰۲ رئیس اداره ثبت اسناد و املاک ناحیه مشهد. برابر رای شماره ۱۴۰۳۶۰۳۰۶۰۰۹۰۰۴ هیات اول موضوع قانون تعیین تکلیف وضعیت ثبتی اراضی و ساختمانهای فاقد سند رسمی مستقر در واحد ثبتی حوزه ثبت ملک ناحیه مشهد تصرفات مالکانه بلامعارض متقاضی فرزند صادره از مشهد در شش دانگ یک باب خانه به مساحت مترمربع پلاک فرعی از اصلی واقع در بخش ۱۱ قسمتی از قطعه مالکیت رسمی محرز گردیده است. لذا به منظور اطلاع عموم مراتب در دو نوبت به فاصله ۱۵ روز آگهی می‌شود در صورتی که اشخاص نسبت به صدور سند مالکیت متقاضی اعتراضی داشته باشند می‌توانند از تاریخ انتشار اولین آگهی به مدت دو ماه اعتراض خود را به این اداره تسلیم و پس از اخذ رسید ظرف مدت یک ماه از تاریخ تسلیم اعتراض دادخواست خود را به مرجع قضایی تقدیم نمایند. بدیهی است در صورت انقضای مدت مذکور و عدم وصول اعتراض طبق مقررات سند مالکیت صادر خواهد شد. تاریخ انتشار نوبت اول ۱۴۰۳/۱۰/۱۷ تاریخ انتشار نوبت دوم ۱۴۰۳/۱۱/۰۲ رئیس اداره ثبت اسناد و املاک ناحیه مشهد. برابر رای شماره ۱۴۰۳۶۰۳۰۶۰۰۹۰۰۴ هیات اول موضوع قانون تعیین تکلیف وضعیت ثبتی اراضی و ساختمانهای فاقد سند رسمی مستقر در واحد ثبتی حوزه ثبت ملک ناحیه مشهد تصرفات مالکانه بلامعارض متقاضی فرزند صادره از مشهد در شش دانگ یک باب خانه به مساحت مترمربع پلاک فرعی از اصلی واقع در بخش ۱۱ قسمتی از قطعه مالکیت رسمی محرز گردیده است. لذا به منظور اطلاع عموم مراتب در دو نوبت به فاصله ۱۵ روز آگهی می‌شود در صورتی که اشخاص نسبت به صدور سند مالکیت متقاضی اعتراضی داشته باشند می‌توانند از تاریخ انتشار اولین آگهی به مدت دو ماه اعتراض خود را به این اداره تسلیم و پس از اخذ رسید ظرف مدت یک ماه از تاریخ تسلیم اعتراض دادخواست خود را به مرجع قضایی تقدیم نمایند. بدیهی است در صورت انقضای مدت مذکور و عدم وصول اعتراض طبق مقررات سند مالکیت صادر خواهد شد. تاریخ انتشار نوبت اول ۱۴۰۳/۱۰/۱۷ تاریخ انتشار نوبت دوم ۱۴۰۳/۱۱/۰۲ رئیس اداره ثبت اسناد و املاک ناحیه مشهد. برابر رای شماره ۱۴۰۳۶۰۳۰۶۰۰۹۰۰۴ هیات اول موضوع قانون تعیین تکلیف وضعیت ثبتی اراضی و ساختمانهای فاقد سند رسمی مستقر در واحد ثبتی حوزه ثبت ملک ناحیه مشهد تصرفات مالکانه بلامعارض متقاضی فرزند صادره از مشهد در شش دانگ یک باب خانه به مساحت مترمربع پلاک فرعی از اصلی واقع در بخش ۱۱ قسمتی از قطعه مالکیت رسمی محرز گردیده است. لذا به منظور اطلاع عموم مراتب در دو نوبت به فاصله ۱۵ روز آگهی می‌شود در صورتی که اشخاص نسبت به صدور سند مالکیت متقاضی اعتراضی داشته باشند می‌توانند از تاریخ انتشار اولین آگهی به مدت دو ماه اعتراض خود را به این اداره تسلیم و پس از اخذ رسید ظرف مدت یک ماه از تاریخ تسلیم اعتراض دادخواست خود را به مرجع قضایی تقدیم نمایند. بدیهی است در صورت انقضای مدت مذکور و عدم وصول اعتراض طبق مقررات سند مالکیت صادر خواهد شد. تاریخ انتشار نوبت اول ۱۴۰۳/۱۰/۱۷ تاریخ انتشار نوبت دوم ۱۴۰۳/۱۱/۰۲ رئیس اداره ثبت اسناد و املاک ناحیه مشهد. برابر رای شماره ۱۴۰۳۶۰۳۰۶۰۰۹۰۰۴ هیات اول موضوع قانون تعیین تکلیف وضعیت ثبتی اراضی و ساختمانهای فاقد سند رسمی مستقر در واحد ثبتی حوزه ثبت ملک ناحیه مشهد تصرفات مالکانه بلامعارض متقاضی فرزند صادره از مشهد در شش دانگ یک باب خانه به مساحت مترمربع پلاک فرعی از اصلی واقع در بخش ۱۱ قسمتی از قطعه مالکیت رسمی محرز گردیده است. لذا به منظور اطلاع عموم مراتب در دو نوبت به فاصله ۱۵ روز آگهی می‌شود در صورتی که اشخاص نسبت به صدور سند مالکیت متقاضی اعتراضی داشته باشند می‌توانند از تاریخ انتشار اولین آگهی به مدت دو ماه اعتراض خود را به این اداره تسلیم و پس از اخذ رسید ظرف مدت یک ماه از تاریخ تسلیم اعتراض دادخواست خود را به مرجع قضایی تقدیم نمایند. بدیهی است در صورت انقضای مدت مذکور و عدم وصول اعتراض طبق مقررات سند مالکیت صادر خواهد شد. تاریخ انتشار نوبت اول ۱۴۰۳/۱۰/۱۷ تاریخ انتشار نوبت دوم ۱۴۰۳/۱۱/۰۲ رئیس اداره ثبت اسناد و املاک ناحیه مشهد. برابر رای شماره ۱۴۰۳۶۰۳۰۶۰۰۹۰۰۴ هیات اول موضوع قانون تعیین تکلیف وضعیت ثبتی اراضی و ساختمانهای فاقد سند رسمی مستقر در واحد ثبتی حوزه ثبت ملک ناحیه مشهد تصرفات مالکانه بلامعارض متقاضی فرزند صادره از مشهد در شش دانگ یک باب خانه به مساحت مترمربع پلاک فرعی از اصلی واقع در بخش ۱۱ قسمتی از قطعه مالکیت رسمی محرز گردیده است. لذا به منظور اطلاع عموم مراتب در دو نوبت به فاصله ۱۵ روز آگهی می‌شود در صورتی که اشخاص نسبت به صدور سند مالکیت متقاضی اعتراضی داشته باشند می‌توانند از تاریخ انتشار اولین آگهی به مدت دو ماه اعتراض خود را به این اداره تسلیم و پس از اخذ رسید ظرف مدت یک ماه از تاریخ تسلیم اعتراض دادخواست خود را به مرجع قضایی تقدیم نمایند. بدیهی است در صورت انقضای مدت مذکور و عدم وصول اعتراض طبق مقررات سند مالکیت صادر خواهد شد. تاریخ انتشار نوبت اول ۱۴۰۳/۱۰/۱۷ تاریخ انتشار نوبت دوم ۱۴۰۳/۱۱/۰۲ رئیس اداره ثبت اسناد و املاک ناحیه مشهد. برابر رای شماره ۱۴۰۳۶۰۳۰۶۰۰۹۰۰۴ هیات اول موضوع قانون تعیین تکلیف وضعیت ثبتی اراضی و ساختمانهای فاقد سند رسمی مستقر در واحد ثبتی حوزه ثبت ملک ناحیه مشهد تصرفات مالکانه بلامعارض متقاضی فرزند صادره از مشهد در شش دانگ یک باب خانه به مساحت مترمربع پلاک فرعی از اصلی واقع در بخش ۱۱ قسمتی از قطعه مالکیت رسمی محرز گردیده است. لذا به منظور اطلاع عموم مراتب در دو نوبت به فاصله ۱۵ روز آگهی می‌شود در صورتی که اشخاص نسبت به صدور سند مالکیت متقاضی اعتراضی داشته باشند می‌توانند از تاریخ انتشار اولین آگهی به مدت دو ماه اعتراض خود را به این اداره تسلیم و پس از اخذ رسید ظرف مدت یک ماه از تاریخ تسلیم اعتراض دادخواست خود را به مرجع قضایی تقدیم نمایند. بدیهی است در صورت انقضای مدت مذکور و عدم وصول اعتراض طبق مقررات سند مالکیت صادر خواهد شد. تاریخ انتشار نوبت اول ۱۴۰۳/۱۰/۱۷ تاریخ انتشار نوبت دوم ۱۴۰۳/۱۱/۰۲ رئیس اداره ثبت اسناد و املاک ناحیه مشهد. برابر رای شماره ۱۴۰۳۶۰۳۰۶۰۰۹۰۰۴ هیات اول موضوع قانون تعیین تکلیف وضعیت ثبتی اراضی و ساختمانهای فاقد سند رسمی مستقر در واحد ثبتی حوزه ثبت ملک ناحیه مشهد تصرفات مالکانه بلامعارض متقاضی فرزند صادره از مشهد در شش دانگ یک باب خانه به مساحت مترمربع پلاک فرعی از اصلی واقع در بخش ۱۱ قسمتی از قطعه مالکیت رسمی محرز گردیده است. لذا به منظور اطلاع عموم مراتب در دو نوبت به فاصله ۱۵ روز آگهی می‌شود در صورتی که اشخاص نسبت به صدور سند مالکیت متقاضی اعتراضی داشته باشند می‌توانند از تاریخ انتشار اولین آگهی به مدت دو ماه اعتراض خود را به این اداره تسلیم و پس از اخذ رسید ظرف مدت یک ماه از تاریخ تسلیم اعتراض دادخواست خود را به مرجع قضایی تقدیم نمایند. بدیهی است در صورت انقضای مدت مذکور و عدم وصول اعتراض طبق مقررات سند مالکیت صادر خواهد شد. تاریخ انتشار نوبت اول ۱۴۰۳/۱۰/۱۷ تاریخ انتشار نوبت دوم ۱۴۰۳/۱۱/۰۲ رئیس اداره ثبت اسناد و املاک ناحیه مشهد. برابر رای شماره ۱۴۰۳۶۰۳۰۶۰۰۹۰۰۴ هیات اول موضوع قانون تعیین تکلیف وضعیت ثبتی اراضی و ساختمانهای فاقد سند رسمی مستقر در واحد ثبتی حوزه ثبت ملک ناحیه مشهد تصرفات مالکانه بلامعارض متقاضی فرزند صادره از مشهد در شش دانگ یک باب خانه به مساحت مترمربع پلاک فرعی از اصلی واقع در بخش ۱۱ قسمتی از قطعه مالکیت رسمی محرز گردیده است. لذا به منظور اطلاع عموم مراتب در دو نوبت به فاصله ۱۵ روز آگهی می‌شود در صورتی که اشخاص نسبت به صدور سند مالکیت متقاضی اعتراضی داشته باشند می‌توانند از تاریخ انتشار اولین آگهی به مدت دو ماه اعتراض خود را به این اداره تسلیم و پس از اخذ رسید ظرف مدت یک ماه از تاریخ تسلیم اعتراض دادخواست خود را به مرجع قضایی تقدیم نمایند. بدیهی است در صورت انقضای مدت مذکور و عدم وصول اعتراض طبق مقررات سند مالکیت صادر خواهد شد. تاریخ انتشار نوبت اول ۱۴۰۳/۱۰/۱۷ تاریخ انتشار نوبت دوم ۱۴۰۳/۱۱/۰۲ رئیس اداره ثبت اسناد و املاک ناحیه مشهد. برابر رای شماره ۱۴۰۳۶۰۳۰۶۰۰۹۰۰۴ هیات اول موضوع قانون تعیین تکلیف وضعیت ثبتی اراضی و ساختمانهای فاقد سند رسمی مستقر در واحد ثبتی حوزه ثبت ملک ناحیه مشهد تصرفات مالکانه بلامعارض متقاضی فرزند صادره از مشهد در شش دانگ یک باب خانه به مساحت مترمربع پلاک فرعی از اصلی واقع در بخش ۱۱ قسمتی از قطعه مالکیت رسمی محرز گردیده است. لذا به منظور اطلاع عموم مراتب در دو نوبت به فاصله ۱۵ روز آگهی می‌شود در صورتی که اشخاص نسبت به صدور سند مالکیت متقاضی اعتراضی داشته باشند می‌توانند از تاریخ انتشار اولین آگهی به مدت دو ماه اعتراض خود را به این اداره تسلیم و پس از اخذ رسید ظرف مدت یک ماه از تاریخ تسلیم اعتراض دادخواست خود را به مرجع قضایی تقدیم نمایند. بدیهی است در صورت انقضای مدت مذکور و عدم وصول اعتراض طبق مقررات سند مالکیت صادر خواهد شد. تاریخ انتشار نوبت اول ۱۴۰۳/۱۰/۱۷ تاریخ انتشار نوبت دوم ۱۴۰۳/۱۱/۰۲ رئیس اداره ثبت اسناد و املاک ناحیه مشهد. برابر رای شماره ۱۴۰۳۶۰۳۰۶۰۰۹۰۰۴ هیات اول موضوع قانون تعیین تکلیف وضعیت ثبتی اراضی و ساختمانهای فاقد سند رسمی مستقر در واحد ثبتی حوزه ثبت ملک ناحیه مشهد تصرفات مالکانه بلامعارض متقاضی فرزند صادره از مشهد در شش دانگ یک باب خانه به مساحت مترمربع پلاک فرعی از اصلی واقع در بخش ۱۱ قسمتی از قطعه مالکیت رسمی محرز گردیده است. لذا به منظور اطلاع عموم مراتب در دو نوبت به فاصله ۱۵ روز آگهی می‌شود در صورتی که اشخاص نسبت به صدور سند مالکیت متقاضی اعتراضی داشته باشند می‌توانند از تاریخ انتشار اولین آگهی به مدت دو ماه اعتراض خود را به این اداره تسلیم و پس از اخذ رسید ظرف مدت یک ماه از تاریخ تسلیم اعتراض دادخواست خود را به مرجع قضایی تقدیم نمایند. بدیهی است در صورت انقضای مدت مذکور و عدم وصول اعتراض طبق مقررات سند مالکیت صادر خواهد شد. تاریخ انتشار نوبت اول ۱۴۰۳/۱۰/۱۷ تاریخ انتشار نوبت دوم ۱۴۰۳/۱۱/۰۲ رئیس اداره ثبت اسناد و املاک ناحیه مشهد. bbox=[640, 78, 925, 936]
column-divider bbox=[632, 78, 633, 1340]
bullet-icon bbox=[948, 64, 952, 68]
